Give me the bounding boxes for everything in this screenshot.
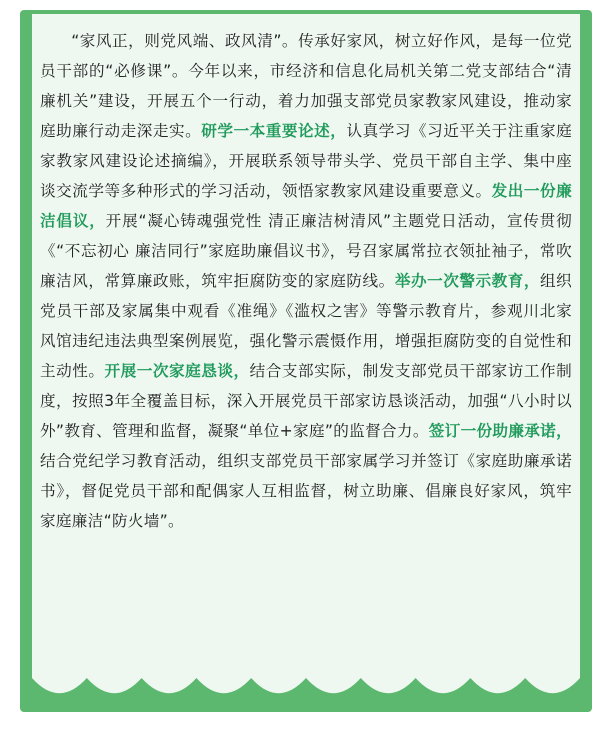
article-body [40,26,572,536]
item3-text: 组织党员干部及家属集中观看《准绳》《滥权之害》等警示教育片，参观川北家风馆违纪违法典型案例展览，强化警示震慑作用，增强拒腐防变的自觉性和主动性。 [40,272,572,380]
item1-heading: 研学一本重要论述， [201,122,347,140]
item5-heading: 签订一份助廉承诺， [428,422,572,440]
item2-heading: 发出一份廉洁倡议， [40,182,572,230]
wave-border-decoration [20,648,592,712]
item4-text: 结合支部实际，制发支部党员干部家访工作制度，按照3年全覆盖目标，深入开展党员干部家访恳谈活动，加强“八小时以外”教育、管理和监督，凝聚“单位+家庭”的监督合力。 [40,362,572,440]
item2-text: 开展“凝心铸魂强党性 清正廉洁树清风”主题党日活动，宣传贯彻《“不忘初心 廉洁同行”家庭助廉倡议书》，号召家属常拉衣领扯袖子，常吹廉洁风，常算廉政账，筑牢拒腐防变的家庭防线。 [40,212,572,290]
item3-heading: 举办一次警示教育， [394,272,540,290]
item5-text: 结合党纪学习教育活动，组织支部党员干部家属学习并签订《家庭助廉承诺书》，督促党员干部和配偶家人互相监督，树立助廉、倡廉良好家风，筑牢家庭廉洁“防火墙”。 [40,452,572,530]
item1-text: 认真学习《习近平关于注重家庭家教家风建设论述摘编》，开展联系领导带头学、党员干部自主学、集中座谈交流学等多种形式的学习活动，领悟家教家风建设重要意义。 [40,122,572,200]
intro-text: “家风正，则党风端、政风清”。传承好家风，树立好作风，是每一位党员干部的“必修课”。今年以来，市经济和信息化局机关第二党支部结合“清廉机关”建设，开展五个一行动，着力加强支部党员家教家风建设，推动家庭助廉行动走深走实。 [40,32,572,140]
item4-heading: 开展一次家庭恳谈， [104,362,250,380]
